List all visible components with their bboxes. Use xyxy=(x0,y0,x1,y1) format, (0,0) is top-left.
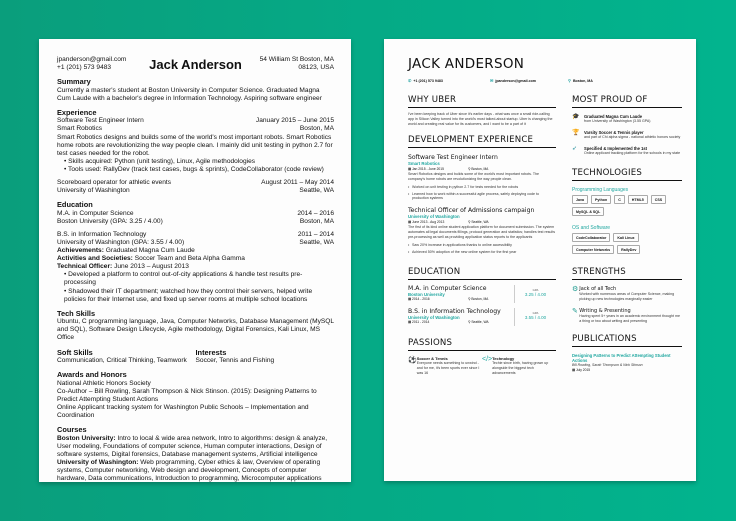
label: Boston University: xyxy=(57,434,116,442)
degree: B.S. in Information Technology xyxy=(57,230,147,238)
section-title-soft-skills: Soft Skills xyxy=(57,347,93,357)
calendar-icon: ▦ xyxy=(408,297,413,302)
years: 2011 - 2014 xyxy=(412,320,430,325)
location: Seattle, WA xyxy=(299,239,334,246)
value: Soccer Team and Beta Alpha Gamma xyxy=(134,255,245,263)
strength-title: Writing & Presenting xyxy=(579,308,631,314)
address-line: 08123, USA xyxy=(298,64,334,72)
section-title-passions: PASSIONS xyxy=(408,338,556,351)
job-entry xyxy=(408,207,556,254)
job-bullet: • Worked on unit testing in python 2.7 for tests needed for the robots xyxy=(408,185,556,190)
pen-icon: ✎ xyxy=(572,308,578,315)
achievements xyxy=(57,247,334,255)
passion-item xyxy=(408,356,482,376)
job-dates: June 2013 - Aug 2013 xyxy=(412,219,445,224)
passion-text: Techie since birth, having grown up alongside the biggest tech advancements xyxy=(492,360,549,375)
job-bullet: • Tools used: RallyDev (track test cases, bugs & sprints), CodeCollaborator (code review) xyxy=(64,166,334,174)
school: Boston University xyxy=(408,291,445,297)
job-bullet: • Saw 20% increase in applications thanks to online accessibility xyxy=(408,243,556,248)
years: 2014 - 2016 xyxy=(412,297,430,302)
location-pin-icon: ⚲ xyxy=(568,78,571,83)
trophy-icon: 🏆 xyxy=(572,130,580,136)
gpa-value: 3.25 / 4.00 xyxy=(524,291,547,297)
job-entry xyxy=(57,117,334,174)
tech-tag: Computer Networks xyxy=(572,245,614,254)
email: jpanderson@gmail.com xyxy=(57,56,127,63)
proud-item xyxy=(572,130,682,140)
school: University of Washington (GPA: 3.55 / 4.00) xyxy=(57,239,185,246)
main-column xyxy=(408,87,556,376)
calendar-icon: ▦ xyxy=(408,320,413,325)
strength-item xyxy=(572,308,682,324)
section-title-publications: PUBLICATIONS xyxy=(572,334,682,347)
job-role: Technical Officer of Admissions campaign xyxy=(408,207,535,215)
job-dates: August 2011 – May 2014 xyxy=(261,179,334,187)
job-role: Software Test Engineer Intern xyxy=(408,154,498,161)
location-pin-icon: ⚲ xyxy=(468,297,472,302)
tech-tag: CodeCollaborator xyxy=(572,233,610,242)
resume-name: JACK ANDERSON xyxy=(408,56,525,72)
school: Boston University (GPA: 3.25 / 4.00) xyxy=(57,217,163,225)
publication-title: Designing Patterns to Predict Attempting Student Actions xyxy=(572,353,671,363)
resume-name: Jack Anderson xyxy=(149,57,242,72)
label: Technical Officer: xyxy=(57,263,113,271)
tech-tag: Java xyxy=(572,195,588,204)
passion-title: Technology xyxy=(492,355,515,361)
tech-tags xyxy=(572,195,682,219)
job-location: Seattle, WA xyxy=(471,219,489,224)
award-item: Co-Author – Bill Rowling, Sarah Thompson & Nick Stinson. (2015): Designing Patterns to Predict Attempting Student Actions xyxy=(57,387,317,403)
tech-tag: HTML5 xyxy=(628,195,648,204)
phone: +1 (201) 573 9483 xyxy=(57,64,112,72)
award-item: National Athletic Honors Society xyxy=(57,379,151,387)
proud-title: Varsity Soccer & Tennis player xyxy=(584,130,644,135)
courses-uw xyxy=(57,459,334,483)
proud-text: and part of Chi alpha sigma - national athletic honors society xyxy=(584,135,681,139)
gpa-label: GPA xyxy=(532,310,539,315)
section-title-awards: Awards and Honors xyxy=(57,370,127,380)
passion-text: Everyone needs something to unwind - and for me, it's been sports ever since I was 16 xyxy=(416,360,480,375)
gpa-box xyxy=(514,285,556,303)
passion-title: Soccer & Tennis xyxy=(416,355,448,361)
tech-tag: RallyDev xyxy=(617,245,640,254)
gpa-value: 3.55 / 4.00 xyxy=(524,314,547,320)
email: jpanderson@gmail.com xyxy=(495,78,537,83)
job-dates: January 2015 – June 2015 xyxy=(255,117,334,125)
calendar-icon: ▦ xyxy=(572,367,577,372)
degree: M.A. in Computer Science xyxy=(57,209,134,217)
proud-title: Specified & Implemented the 1st xyxy=(584,146,648,151)
education-entry xyxy=(57,231,334,304)
value: Intro to local & wide area network, Intro to algorithms: design & analyze, User modeling, Foundations of computer science, Human computer interactions, Design of software systems, Digital forensics, Database management systems, Artificial intelligence xyxy=(57,434,328,458)
label: University of Washington: xyxy=(57,458,139,466)
job-role: Scoreboard operator for athletic events xyxy=(57,179,171,187)
job-description: The first of its kind online student application platform for document submission. The system automates all legal documents fillings, protocol generation and statistics; handles test results pre-processing as well as providing application status reports to the applicants xyxy=(408,225,556,240)
classic-resume-page xyxy=(39,39,351,482)
education-entry xyxy=(408,308,556,326)
location-pin-icon: ⚲ xyxy=(468,219,472,224)
job-bullet: • Learned how to work within a successful agile process, safely deploying code to production systems xyxy=(408,192,556,201)
graduation-cap-icon: 🎓 xyxy=(572,114,580,120)
side-column xyxy=(572,87,682,376)
publication-item xyxy=(572,353,682,372)
section-title-education: Education xyxy=(57,200,93,210)
award-item: Online Applicant tracking system for Washington Public Schools – Implementation and Coordination xyxy=(57,403,309,419)
calendar-icon: ▦ xyxy=(408,166,413,171)
tech-tag: Python xyxy=(591,195,611,204)
degree: B.S. in Information Technology xyxy=(408,307,501,315)
value: Web programming, Cyber ethics & law, Overview of operating systems, Computer networking, Web design and development, Concepts of computer hardware, Data communications, Introduction to programming, Microcomputer applications xyxy=(57,458,322,483)
section-title-tech-skills: Tech Skills xyxy=(57,308,96,318)
education-entry xyxy=(57,210,334,226)
proud-item xyxy=(572,114,682,124)
interests-text: Soccer, Tennis and Fishing xyxy=(195,357,275,365)
job-location: Boston, MA xyxy=(299,125,334,133)
strength-text: Having spent 5+ years in an academic environment thought me a thing or two about writing and presenting xyxy=(579,314,681,323)
tech-tag: CSS xyxy=(651,195,666,204)
strength-text: Worked with numerous areas of Computer Science, making picking up new technologies marginally easier xyxy=(579,292,675,301)
proud-title: Graduated Magna Cum Laude xyxy=(584,114,643,119)
section-title-interests: Interests xyxy=(195,347,227,357)
job-location: Seattle, WA xyxy=(299,187,334,195)
summary-text: Currently a master's student at Boston University in Computer Science. Graduated Magna Cum Laude with a bachelor's degree in Information Technology. Aspiring software engineer xyxy=(57,86,322,102)
calendar-icon: ▦ xyxy=(408,219,413,224)
resume-header xyxy=(57,56,334,72)
activities xyxy=(57,255,334,263)
why-uber-text: I've been keeping track of Uber since it's earlier days - what was once a small ride-calling app in Silicon Valley turned into the world's most talked-about startup. Uber is changing the world and creating real value for its customers, and I want to be a part of it xyxy=(408,112,553,126)
gpa-box xyxy=(514,308,556,326)
section-title-education: EDUCATION xyxy=(408,267,556,280)
degree: M.A. in Computer Science xyxy=(408,284,487,292)
rocket-icon: ➶ xyxy=(572,146,578,152)
education-bullet: • Developed a platform to control out-of-city applications & handle test results pre-processing xyxy=(64,271,334,287)
section-title-most-proud: MOST PROUD OF xyxy=(572,95,682,108)
phone-icon: ✆ xyxy=(408,78,412,83)
soccer-ball-icon: ⚽ xyxy=(408,356,417,364)
section-title-technologies: TECHNOLOGIES xyxy=(572,168,682,181)
courses-bu xyxy=(57,435,334,459)
job-dates: Jan 2015 - June 2015 xyxy=(412,166,444,171)
job-location: Boston, MA xyxy=(471,166,489,171)
address-block xyxy=(244,56,334,72)
job-role: Software Test Engineer Intern xyxy=(57,117,144,125)
job-bullet: • Skills acquired: Python (unit testing), Linux, Agile methodologies xyxy=(64,158,334,166)
modern-resume-page xyxy=(384,39,696,481)
location: Boston, MA xyxy=(299,217,334,225)
strength-item xyxy=(572,286,682,302)
gear-icon: ⚙ xyxy=(572,286,579,293)
publication-date: July 2015 xyxy=(576,367,591,372)
job-company: Smart Robotics xyxy=(57,125,103,133)
contact-bar xyxy=(408,78,682,83)
tech-tags xyxy=(572,233,682,257)
location-pin-icon: ⚲ xyxy=(468,320,472,325)
tech-skills-text: Ubuntu, C programming language, Java, Computer Networks, Database Management (MySQL and SQL), Software Design Lifecycle, Agile methodology, Digital Forensics, Kali Linux, MS Office xyxy=(57,318,334,342)
contact-block xyxy=(57,56,147,72)
section-title-experience: Experience xyxy=(57,107,97,117)
section-title-experience: DEVELOPMENT EXPERIENCE xyxy=(408,135,556,148)
section-title-courses: Courses xyxy=(57,425,87,435)
proud-text: Online applicant tracking platform for the schools in my state xyxy=(584,151,681,155)
technical-officer xyxy=(57,263,334,271)
label: Activities and Societies: xyxy=(57,255,133,263)
tech-group-label: Programming Languages xyxy=(572,187,629,193)
tech-tag: C xyxy=(614,195,625,204)
proud-item xyxy=(572,146,682,156)
job-company: University of Washington xyxy=(57,187,130,195)
tech-tag: Kali Linux xyxy=(613,233,638,242)
job-company: Smart Robotics xyxy=(408,161,440,166)
strength-title: Jack of all Tech xyxy=(579,286,617,292)
passions-list xyxy=(408,356,556,376)
gpa-label: GPA xyxy=(532,287,539,292)
tech-group-label: OS and Software xyxy=(572,225,611,231)
location-pin-icon: ⚲ xyxy=(468,166,472,171)
education-entry xyxy=(408,285,556,303)
publication-authors: Bill Rowling, Sarah Thompson & Nick Stinson xyxy=(572,363,643,367)
soft-skills-text: Communication, Critical Thinking, Teamwork xyxy=(57,357,187,365)
value: June 2013 – August 2013 xyxy=(114,263,189,271)
education-bullet: • Shadowed their IT department; watched how they control their servers, helped write policies for their Internet use, and fixed up server rooms at multiple school locations xyxy=(64,288,334,304)
location: Boston, MA xyxy=(572,78,593,83)
location: Boston, MA xyxy=(471,297,489,302)
job-entry xyxy=(408,154,556,201)
job-description: Smart Robotics designs and builds some of the world's most important robots. Smart Robotics home robots are revolutionizing the way people clean. I mainly did unit testing in python 2.7 for test cases needed for the robot. xyxy=(57,133,333,157)
years: 2011 – 2014 xyxy=(297,230,334,238)
address-line: 54 William St Boston, MA xyxy=(259,56,334,63)
tech-tag: MySQL & SQL xyxy=(572,207,604,216)
section-title-why-uber: WHY UBER xyxy=(408,95,556,108)
job-company: University of Washington xyxy=(408,214,460,220)
job-bullet: • Achieved 50% adoption of the new online system for the first year xyxy=(408,250,556,255)
years: 2014 – 2016 xyxy=(297,209,334,217)
code-icon: </> xyxy=(482,355,493,363)
label: Achievements: xyxy=(57,247,104,255)
email-icon: ✉ xyxy=(490,78,494,83)
school: University of Washington xyxy=(408,314,460,320)
proud-text: from University of Washington (3.55 GPA) xyxy=(584,119,651,123)
job-entry xyxy=(57,179,334,195)
section-title-summary: Summary xyxy=(57,77,91,87)
passion-item xyxy=(482,356,556,376)
section-title-strengths: STRENGTHS xyxy=(572,267,682,280)
location: Seattle, WA xyxy=(471,320,489,325)
phone: +1 (201) 573 9483 xyxy=(413,78,443,83)
value: Graduated Magna Cum Laude xyxy=(105,247,195,255)
job-description: Smart Robotics designs and builds some of the world's most important robots. The company's home robots are revolutionizing the way people clean. xyxy=(408,172,540,181)
